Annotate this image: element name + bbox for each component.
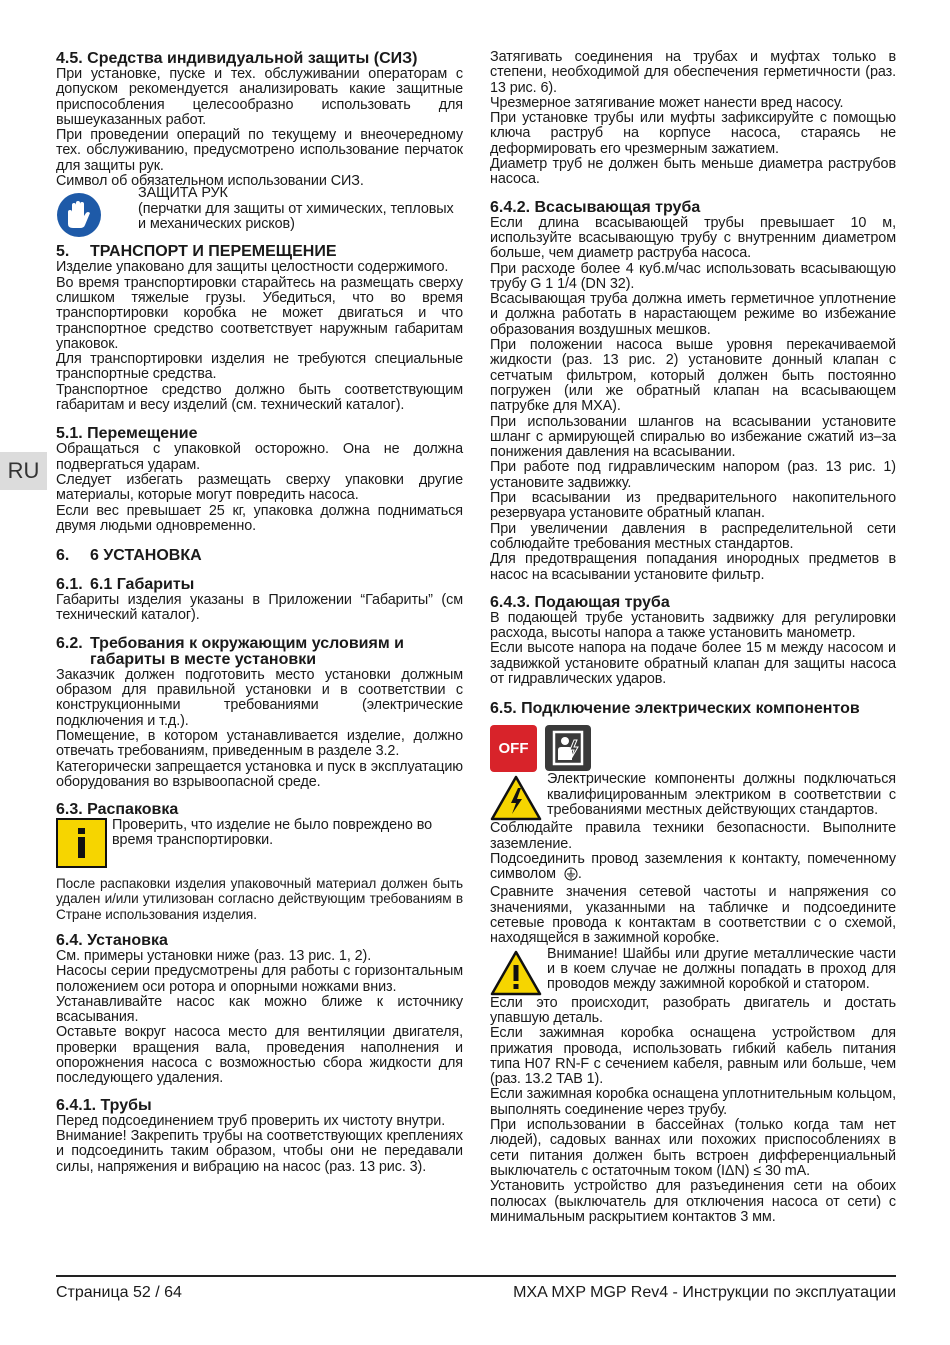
- paragraph: Установить устройство для разъединения сети на обоих полюсах (выключатель для отключения насоса от сети) с минимальным раскрытием контактов 3 мм.: [490, 1178, 896, 1225]
- ppe-icon-title: ЗАЩИТА РУК: [138, 185, 228, 202]
- section-6-4-3-title: 6.4.3. Подающая труба: [490, 593, 670, 611]
- paragraph: Если зажимная коробка оснащена уплотнительным кольцом, выполнять соединение через трубу.: [490, 1086, 896, 1118]
- paragraph: Оставьте вокруг насоса место для вентиляции двигателя, проверки вращения вала, проведения наполнения и опорожнения насоса с возможностью сбора жидкости для последующего удаления.: [56, 1024, 463, 1087]
- paragraph: Если высоте напора на подаче более 15 м между насосом и задвижкой установите обратный клапан для защиты насоса от гидравлических ударов.: [490, 640, 896, 687]
- paragraph: При проведении операций по текущему и внеочередному тех. обслуживанию, предусмотрено использование перчаток для защиты рук.: [56, 127, 463, 174]
- paragraph: Чрезмерное затягивание может нанести вред насосу.: [490, 94, 844, 111]
- paragraph: Следует избегать размещать сверху упаковки другие материалы, которые могут повредить насоса.: [56, 471, 463, 504]
- ground-text-end: .: [577, 866, 582, 883]
- gloves-mandatory-icon: [56, 192, 102, 238]
- paragraph: Если это происходит, разобрать двигатель и достать упавшую деталь.: [490, 994, 896, 1026]
- paragraph: При всасывании из предварительного накопительного резервуара установите обратный клапан.: [490, 490, 896, 522]
- paragraph: Если длина всасывающей трубы превышает 10 м, используйте всасывающую трубу с внутренним диаметром больше, чем диаметр раструба насоса.: [490, 214, 896, 262]
- section-5-1-title: 5.1. Перемещение: [56, 425, 198, 443]
- power-off-icon: [490, 725, 537, 772]
- paragraph: Во время транспортировки старайтесь на размещать сверху слишком тяжелые грузы. Убедиться, что во время транспортировки коробка не может двигаться и что транспортное средство соответствует наружным габаритам упаковок.: [56, 274, 463, 352]
- section-6-1-heading: [56, 577, 463, 593]
- section-5-number: 5.: [56, 243, 70, 261]
- qualified-electrician-icon: [545, 725, 591, 771]
- paragraph: Символ об обязательном использовании СИЗ.: [56, 173, 364, 190]
- paragraph: При установке, пуске и тех. обслуживании операторам с допуском рекомендуется анализировать какие защитные приспособления целесообразно использовать для вышеуказанных работ.: [56, 66, 463, 128]
- ground-text: Подсоединить провод заземления к контакту, помеченному символом: [490, 850, 896, 883]
- electrical-safety-icons: [490, 725, 896, 772]
- section-6-2-heading: [56, 636, 463, 668]
- section-6-title: 6 УСТАНОВКА: [90, 547, 202, 565]
- section-6-1-number: 6.1.: [56, 576, 83, 594]
- left-column: [56, 47, 463, 1175]
- section-5-heading: [56, 244, 463, 260]
- paragraph: Для транспортировки изделия не требуются специальные транспортные средства.: [56, 351, 463, 383]
- unpacking-check-text: Проверить, что изделие не было повреждено во время транспортировки.: [112, 817, 433, 849]
- paragraph: Если вес превышает 25 кг, упаковка должна подниматься двумя людьми одновременно.: [56, 502, 463, 534]
- paragraph: Заказчик должен подготовить место установки должным образом для правильной установки и в соответствии с конструкционными требованиями (электрические подключения и т.д.).: [56, 666, 463, 729]
- electrician-warning-text: Электрические компоненты должны подключаться квалифицированным электриком в соответствии с требованиями местных действующих стандартов.: [547, 771, 896, 818]
- right-column: [490, 47, 896, 1225]
- paragraph: Габариты изделия указаны в Приложении “Габариты” (см технический каталог).: [56, 592, 463, 624]
- paragraph: Устанавливайте насос как можно ближе к источнику всасывания.: [56, 993, 463, 1026]
- paragraph: Транспортное средство должно быть соответствующим габаритам и весу изделий (см. технический каталог).: [56, 381, 463, 414]
- paragraph: Помещение, в котором устанавливается изделие, должно отвечать требованиям, приведенным в разделе 3.2.: [56, 727, 463, 760]
- info-icon: [56, 818, 107, 868]
- off-label: OFF: [498, 740, 529, 758]
- paragraph: Диаметр труб не должен быть меньше диаметра раструбов насоса.: [490, 156, 896, 188]
- ground-paragraph: [490, 852, 896, 886]
- section-6-heading: [56, 548, 463, 564]
- paragraph: Обращаться с упаковкой осторожно. Она не должна подвергаться ударам.: [56, 441, 463, 473]
- section-6-4-title: 6.4. Установка: [56, 931, 168, 949]
- paragraph: При использовании в бассейнах (только когда там нет людей), садовых ваннах или похожих приспособлениях в сети питания должен быть встроен дифференциальный выключатель с остаточным током (IΔN) ≤ 30 mA.: [490, 1117, 896, 1179]
- paragraph: Перед подсоединением труб проверить их чистоту внутри.: [56, 1112, 446, 1129]
- section-6-4-1-title: 6.4.1. Трубы: [56, 1096, 152, 1114]
- section-5-title: ТРАНСПОРТ И ПЕРЕМЕЩЕНИЕ: [90, 243, 337, 261]
- unpacking-info-block: [56, 818, 463, 868]
- paragraph: Внимание! Закрепить трубы на соответствующих креплениях и подсоединить таким образом, чтобы они не передавали силы, напряжения и вибрацию на насос (раз. 13 рис. 3).: [56, 1127, 463, 1175]
- paragraph: При работе под гидравлическим напором (раз. 13 рис. 1) установите задвижку.: [490, 459, 896, 491]
- language-tab: [0, 452, 47, 490]
- ground-symbol-icon: [564, 867, 578, 885]
- ppe-gloves-block: [56, 185, 463, 238]
- language-label: RU: [7, 458, 40, 483]
- metal-parts-warning-text: Внимание! Шайбы или другие металлические части и в коем случае не должны попадать в проход для проводов между зажимной коробкой и статором.: [547, 945, 896, 993]
- paragraph: При расходе более 4 куб.м/час использовать всасывающую трубу G 1 1/4 (DN 32).: [490, 260, 896, 292]
- page-number: Страница 52 / 64: [56, 1284, 182, 1301]
- section-6-3-title: 6.3. Распаковка: [56, 801, 179, 819]
- paragraph: При установке трубы или муфты зафиксируйте с помощью ключа раструб на корпусе насоса, стараясь не деформировать его чрезмерным зажатием.: [490, 110, 896, 157]
- ppe-icon-text: (перчатки для защиты от химических, тепловых и механических рисков): [138, 200, 454, 232]
- document-title: MXA MXP MGP Rev4 - Инструкции по эксплуатации: [513, 1284, 896, 1301]
- general-warning-icon: [490, 950, 542, 996]
- paragraph: Для предотвращения попадания инородных предметов в насос на всасывании установите фильтр.: [490, 551, 896, 583]
- paragraph: Сравните значения сетевой частоты и напряжения со значениями, указанными на табличке и подсоедините сетевые провода к контактам в соответствии с о схемой, находящейся в зажимной коробке.: [490, 884, 896, 947]
- section-6-2-title: Требования к окружающим условиям и габариты в месте установки: [90, 634, 404, 668]
- electric-warning-icon: [490, 775, 542, 821]
- paragraph: В подающей трубе установить задвижку для регулировки расхода, высоты напора а также установить манометр.: [490, 609, 896, 642]
- paragraph: См. примеры установки ниже (раз. 13 рис. 1, 2).: [56, 947, 372, 964]
- paragraph: Всасывающая труба должна иметь герметичное уплотнение и должна работать в нарастающем режиме во избежание образования воздушных мешков.: [490, 291, 896, 338]
- footer-divider: [56, 1275, 896, 1277]
- section-6-2-number: 6.2.: [56, 634, 83, 652]
- electrician-warning-block: [490, 772, 896, 821]
- paragraph: При увеличении давления в распределительной сети соблюдайте требования местных стандартов.: [490, 520, 896, 552]
- paragraph: После распаковки изделия упаковочный материал должен быть удален и/или утилизован согласно действующим требованиям в Стране использования изделия.: [56, 876, 463, 922]
- paragraph: Соблюдайте правила техники безопасности. Выполните заземление.: [490, 820, 896, 852]
- paragraph: Насосы серии предусмотрены для работы с горизонтальным положением оси ротора и опорными ножками вниз.: [56, 963, 463, 995]
- section-6-1-title: 6.1 Габариты: [90, 576, 195, 594]
- section-6-5-title: 6.5. Подключение электрических компонентов: [490, 700, 860, 718]
- paragraph: Изделие упаковано для защиты целостности содержимого.: [56, 259, 449, 276]
- paragraph: Затягивать соединения на трубах и муфтах только в степени, необходимой для обеспечения герметичности (раз. 13 рис. 6).: [490, 49, 896, 96]
- paragraph: При использовании шлангов на всасывании установите шланг с армирующей спиралью во избежание сжатий из–за понижения давления на всасывании.: [490, 413, 896, 461]
- paragraph: Если зажимная коробка оснащена устройством для прижатия провода, использовать гибкий кабель питания типа H07 RN-F с сечением кабеля, равным или больше, чем (раз. 13.2 TAB 1).: [490, 1025, 896, 1088]
- section-6-number: 6.: [56, 547, 70, 565]
- paragraph: Категорически запрещается установка и пуск в эксплуатацию оборудования во взрывоопасной среде.: [56, 758, 463, 790]
- metal-parts-warning-block: [490, 947, 896, 996]
- paragraph: При положении насоса выше уровня перекачиваемой жидкости (раз. 13 рис. 2) установите донный клапан с сетчатым фильтром, который должен быть постоянно погружен (или же обратный клапан на всасывающем патрубке для MXA).: [490, 337, 896, 415]
- section-6-4-2-title: 6.4.2. Всасывающая труба: [490, 198, 701, 216]
- section-4-5-title: 4.5. Средства индивидуальной защиты (СИЗ): [56, 50, 418, 67]
